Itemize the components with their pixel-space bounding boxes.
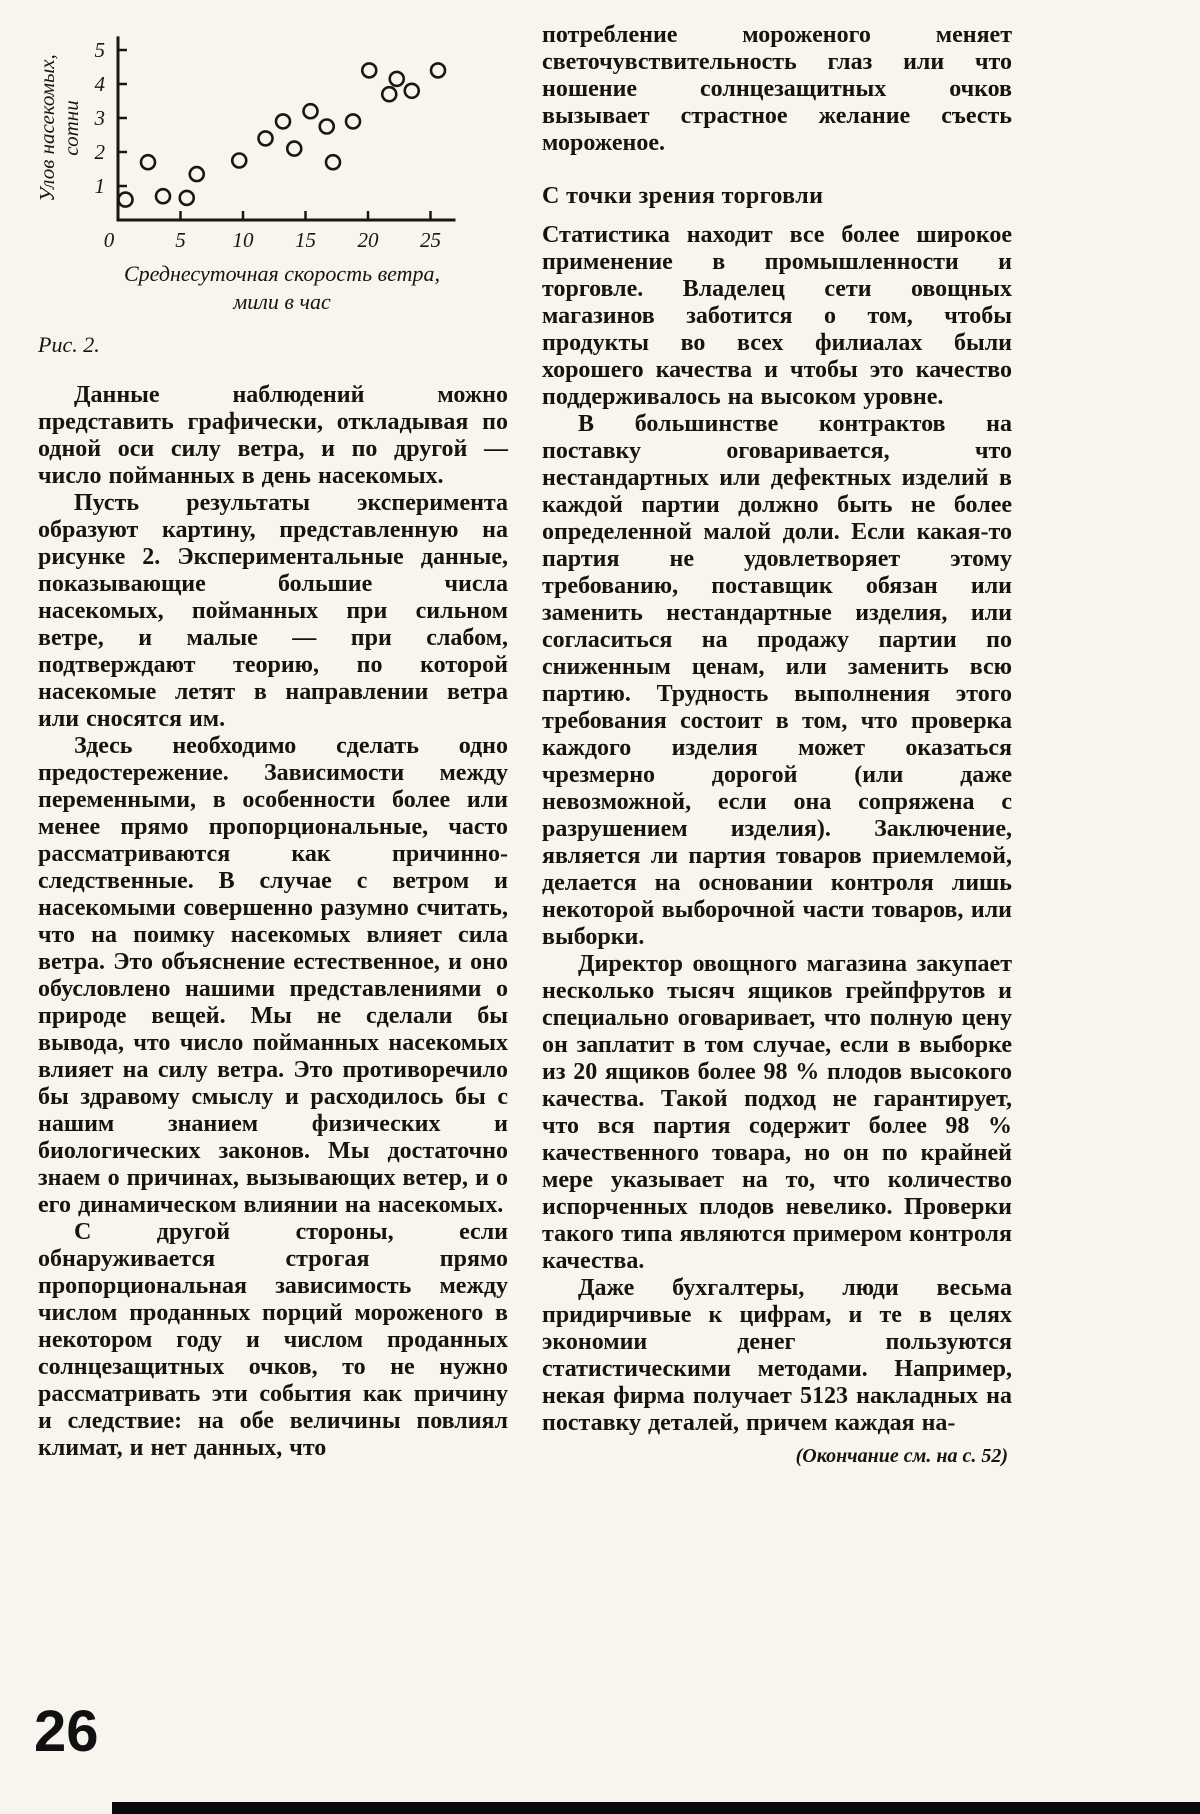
- svg-text:Улов насекомых,: Улов насекомых,: [35, 54, 59, 202]
- page-number: 26: [34, 1699, 99, 1764]
- x-axis-title-line1: Среднесуточная скорость ветра,: [123, 261, 441, 286]
- scatter-chart: [35, 28, 508, 256]
- svg-text:15: 15: [295, 228, 316, 252]
- svg-text:3: 3: [94, 106, 105, 130]
- figure-caption: Рис. 2.: [38, 332, 100, 357]
- svg-text:20: 20: [357, 228, 379, 252]
- section-heading: С точки зрения торговли: [542, 183, 824, 209]
- paragraph: Пусть результаты эксперимента образуют картину, представленную на рисунке 2. Экспериментальные данные, показывающие большие числа насекомых, пойманных при сильном ветре, и малые — при слабом, подтверждают теорию, по которой насекомые летят в направлении ветра или сносятся им.: [38, 490, 508, 732]
- svg-text:25: 25: [420, 228, 441, 252]
- paragraph: Даже бухгалтеры, люди весьма придирчивые к цифрам, и те в целях экономии денег пользуются статистическими методами. Например, некая фирма получает 5123 накладных на поставку деталей, причем каждая на-: [542, 1275, 1012, 1436]
- right-column: [542, 22, 1012, 1468]
- page-edge-bar: [112, 1802, 1200, 1814]
- svg-text:0: 0: [103, 228, 115, 252]
- paragraph: Здесь необходимо сделать одно предостережение. Зависимости между переменными, в особенности более или менее прямо пропорциональные, часто рассматриваются как причинно-следственные. В случае с ветром и насекомыми совершенно разумно считать, что на поимку насекомых влияет сила ветра. Это объяснение естественное, и оно обусловлено нашими представлениями о природе вещей. Мы не сделали бы вывода, что число пойманных насекомых влияет на силу ветра. Это противоречило бы здравому смыслу и расходилось бы с нашим знанием физических и биологических законов. Мы достаточно знаем о причинах, вызывающих ветер, и о его динамическом влиянии на насекомых.: [38, 733, 508, 1218]
- two-column-layout: [35, 22, 1200, 1468]
- paragraph: Статистика находит все более широкое применение в промышленности и торговле. Владелец сети овощных магазинов заботится о том, чтобы продукты во всех филиалах были хорошего качества и чтобы это качество поддерживалось на высоком уровне.: [542, 222, 1012, 410]
- x-axis-title-line2: мили в час: [233, 289, 331, 314]
- left-column: [35, 22, 508, 1468]
- paragraph: С другой стороны, если обнаруживается строгая прямо пропорциональная зависимость между числом проданных порций мороженого в некотором году и числом проданных солнцезащитных очков, то не нужно рассматривать эти события как причину и следствие: на обе величины повлиял климат, и нет данных, что: [38, 1219, 508, 1461]
- paragraph: потребление мороженого меняет светочувствительность глаз или что ношение солнцезащитных очков вызывает страстное желание съесть мороженое.: [542, 22, 1012, 156]
- svg-text:сотни: сотни: [59, 100, 83, 156]
- x-axis-title: [104, 260, 460, 316]
- svg-text:2: 2: [94, 140, 105, 164]
- svg-text:5: 5: [175, 228, 186, 252]
- svg-text:1: 1: [94, 174, 105, 198]
- svg-text:4: 4: [94, 72, 105, 96]
- figure-2: [35, 28, 508, 358]
- continuation-note: (Окончание см. на с. 52): [795, 1445, 1008, 1467]
- svg-text:10: 10: [232, 228, 254, 252]
- paragraph: В большинстве контрактов на поставку оговаривается, что нестандартных или дефектных изделий в каждой партии должно быть не более определенной малой доли. Если какая-то партия не удовлетворяет этому требованию, поставщик обязан или заменить нестандартные изделия, или согласиться на продажу партии по сниженным ценам, или заменить всю партию. Трудность выполнения этого требования состоит в том, что проверка каждого изделия может оказаться чрезмерно дорогой (или даже невозможной, если она сопряжена с разрушением изделия). Заключение, является ли партия товаров приемлемой, делается на основании контроля лишь некоторой выборочной части товаров, или выборки.: [542, 411, 1012, 950]
- svg-text:5: 5: [94, 38, 105, 62]
- paragraph: Данные наблюдений можно представить графически, откладывая по одной оси силу ветра, и по другой — число пойманных в день насекомых.: [38, 382, 508, 489]
- paragraph: Директор овощного магазина закупает несколько тысяч ящиков грейпфрутов и специально оговаривает, что полную цену он заплатит в том случае, если в выборке из 20 ящиков более 98 % плодов высокого качества. Такой подход не гарантирует, что вся партия содержит более 98 % качественного товара, но он по крайней мере указывает на то, что количество испорченных плодов невелико. Проверки такого типа являются примером контроля качества.: [542, 951, 1012, 1274]
